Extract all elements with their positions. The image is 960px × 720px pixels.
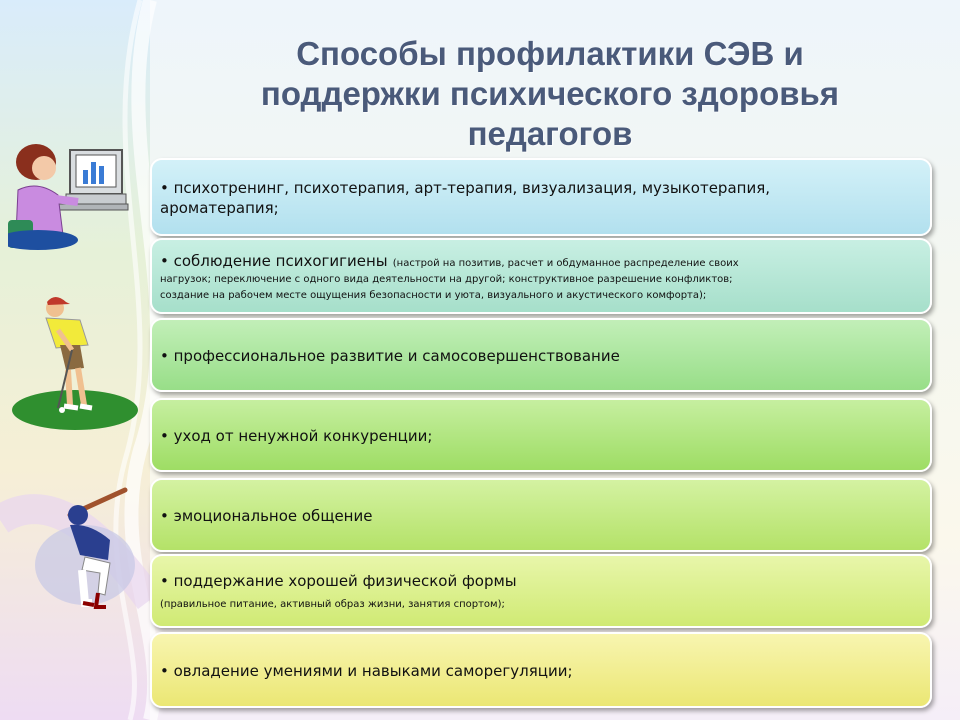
title-line-2: поддержки психического здоровья [260,75,840,112]
baseball-player-icon [30,485,150,620]
item-text: • психотренинг, психотерапия, арт-терапия, визуализация, музыкотерапия, [160,179,770,197]
title-line-3: педагогов [467,115,633,152]
item-text: • профессиональное развитие и самосовершенствование [160,347,620,365]
item-detail: (правильное питание, активный образ жизни, занятия спортом); [160,599,505,610]
title-line-1: Способы профилактики СЭВ и [296,35,804,72]
item-text: • уход от ненужной конкуренции; [160,427,433,445]
golfer-icon [10,290,145,435]
item-detail: нагрузок; переключение с одного вида деятельности на другой; конструктивное разрешение конфликтов; [160,273,733,285]
item-detail: создание на рабочем месте ощущения безопасности и уюта, визуального и акустического комфорта); [160,289,707,301]
computer-user-icon [8,140,133,250]
item-header-row [160,251,922,272]
item-text: • овладение умениями и навыками саморегуляции; [160,662,573,680]
list-item-psychotraining [150,158,932,236]
list-item-professional-development [150,318,932,392]
item-text-continued: ароматерапия; [160,199,279,217]
list-item-physical-fitness [150,554,932,628]
list-item-psychohygiene [150,238,932,314]
item-text: • поддержание хорошей физической формы [160,572,517,590]
list-item-emotional-communication [150,478,932,552]
item-text: • эмоциональное общение [160,507,373,525]
list-item-self-regulation [150,632,932,708]
page-title [150,34,950,154]
item-detail: (настрой на позитив, расчет и обдуманное распределение своих [392,257,739,269]
item-text: • соблюдение психогигиены [160,251,388,270]
list-item-avoid-competition [150,398,932,472]
